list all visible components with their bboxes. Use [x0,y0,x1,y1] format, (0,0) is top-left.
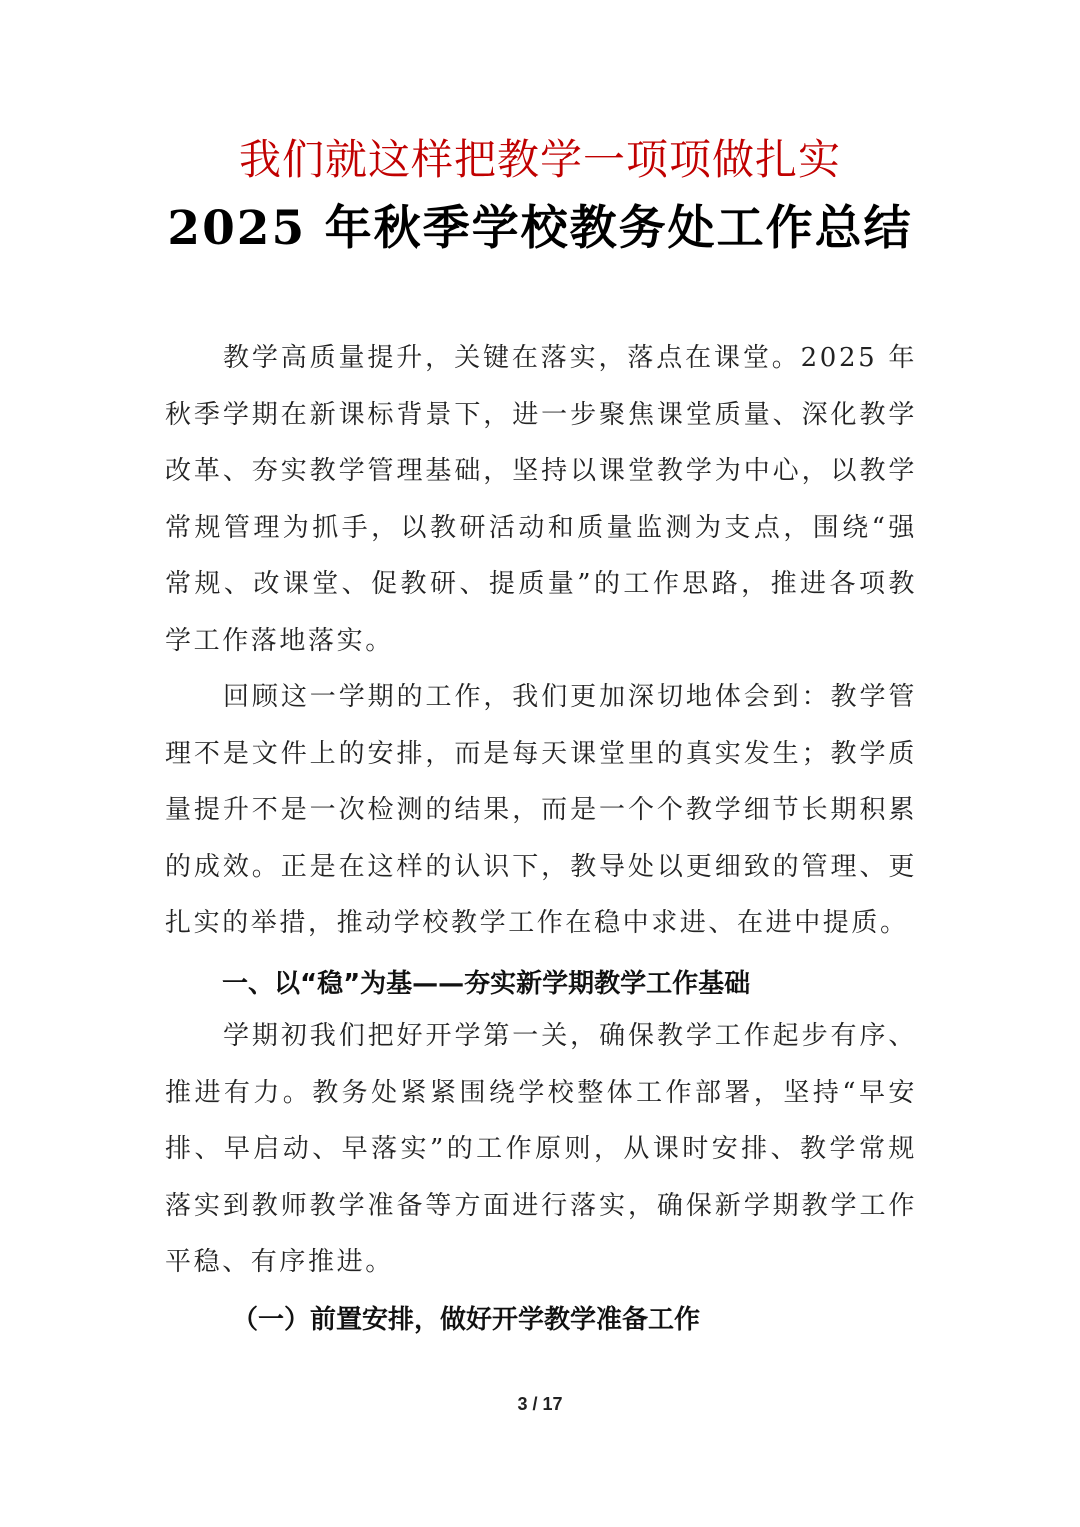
review-paragraph: 回顾这一学期的工作，我们更加深切地体会到：教学管理不是文件上的安排，而是每天课堂里的真实发生；教学质量提升不是一次检测的结果，而是一个个教学细节长期积累的成效。正是在这样的认识下，教导处以更细致的管理、更扎实的举措，推动学校教学工作在稳中求进、在进中提质。 [165,682,917,938]
page-number: 3 / 17 [517,1394,563,1414]
document-subtitle: 我们就这样把教学一项项做扎实 [238,135,841,184]
subsection-heading: （一）前置安排，做好开学教学准备工作 [232,1305,701,1335]
intro-paragraph: 教学高质量提升，关键在落实，落点在课堂。2025 年秋季学期在新课标背景下，进一步聚焦课堂质量、深化教学改革、夯实教学管理基础，坚持以课堂教学为中心，以教学常规管理为抓手，以教研活动和质量监测为支点，围绕“强常规、改课堂、促教研、提质量”的工作思路，推进各项教学工作落地落实。 [165,343,917,656]
section-heading: 一、以“稳”为基——夯实新学期教学工作基础 [222,969,751,999]
document-title: 2025 年秋季学校教务处工作总结 [167,201,913,256]
section-paragraph: 学期初我们把好开学第一关，确保教学工作起步有序、推进有力。教务处紧紧围绕学校整体工作部署，坚持“早安排、早启动、早落实”的工作原则，从课时安排、教学常规落实到教师教学准备等方面进行落实，确保新学期教学工作平稳、有序推进。 [165,1021,917,1277]
